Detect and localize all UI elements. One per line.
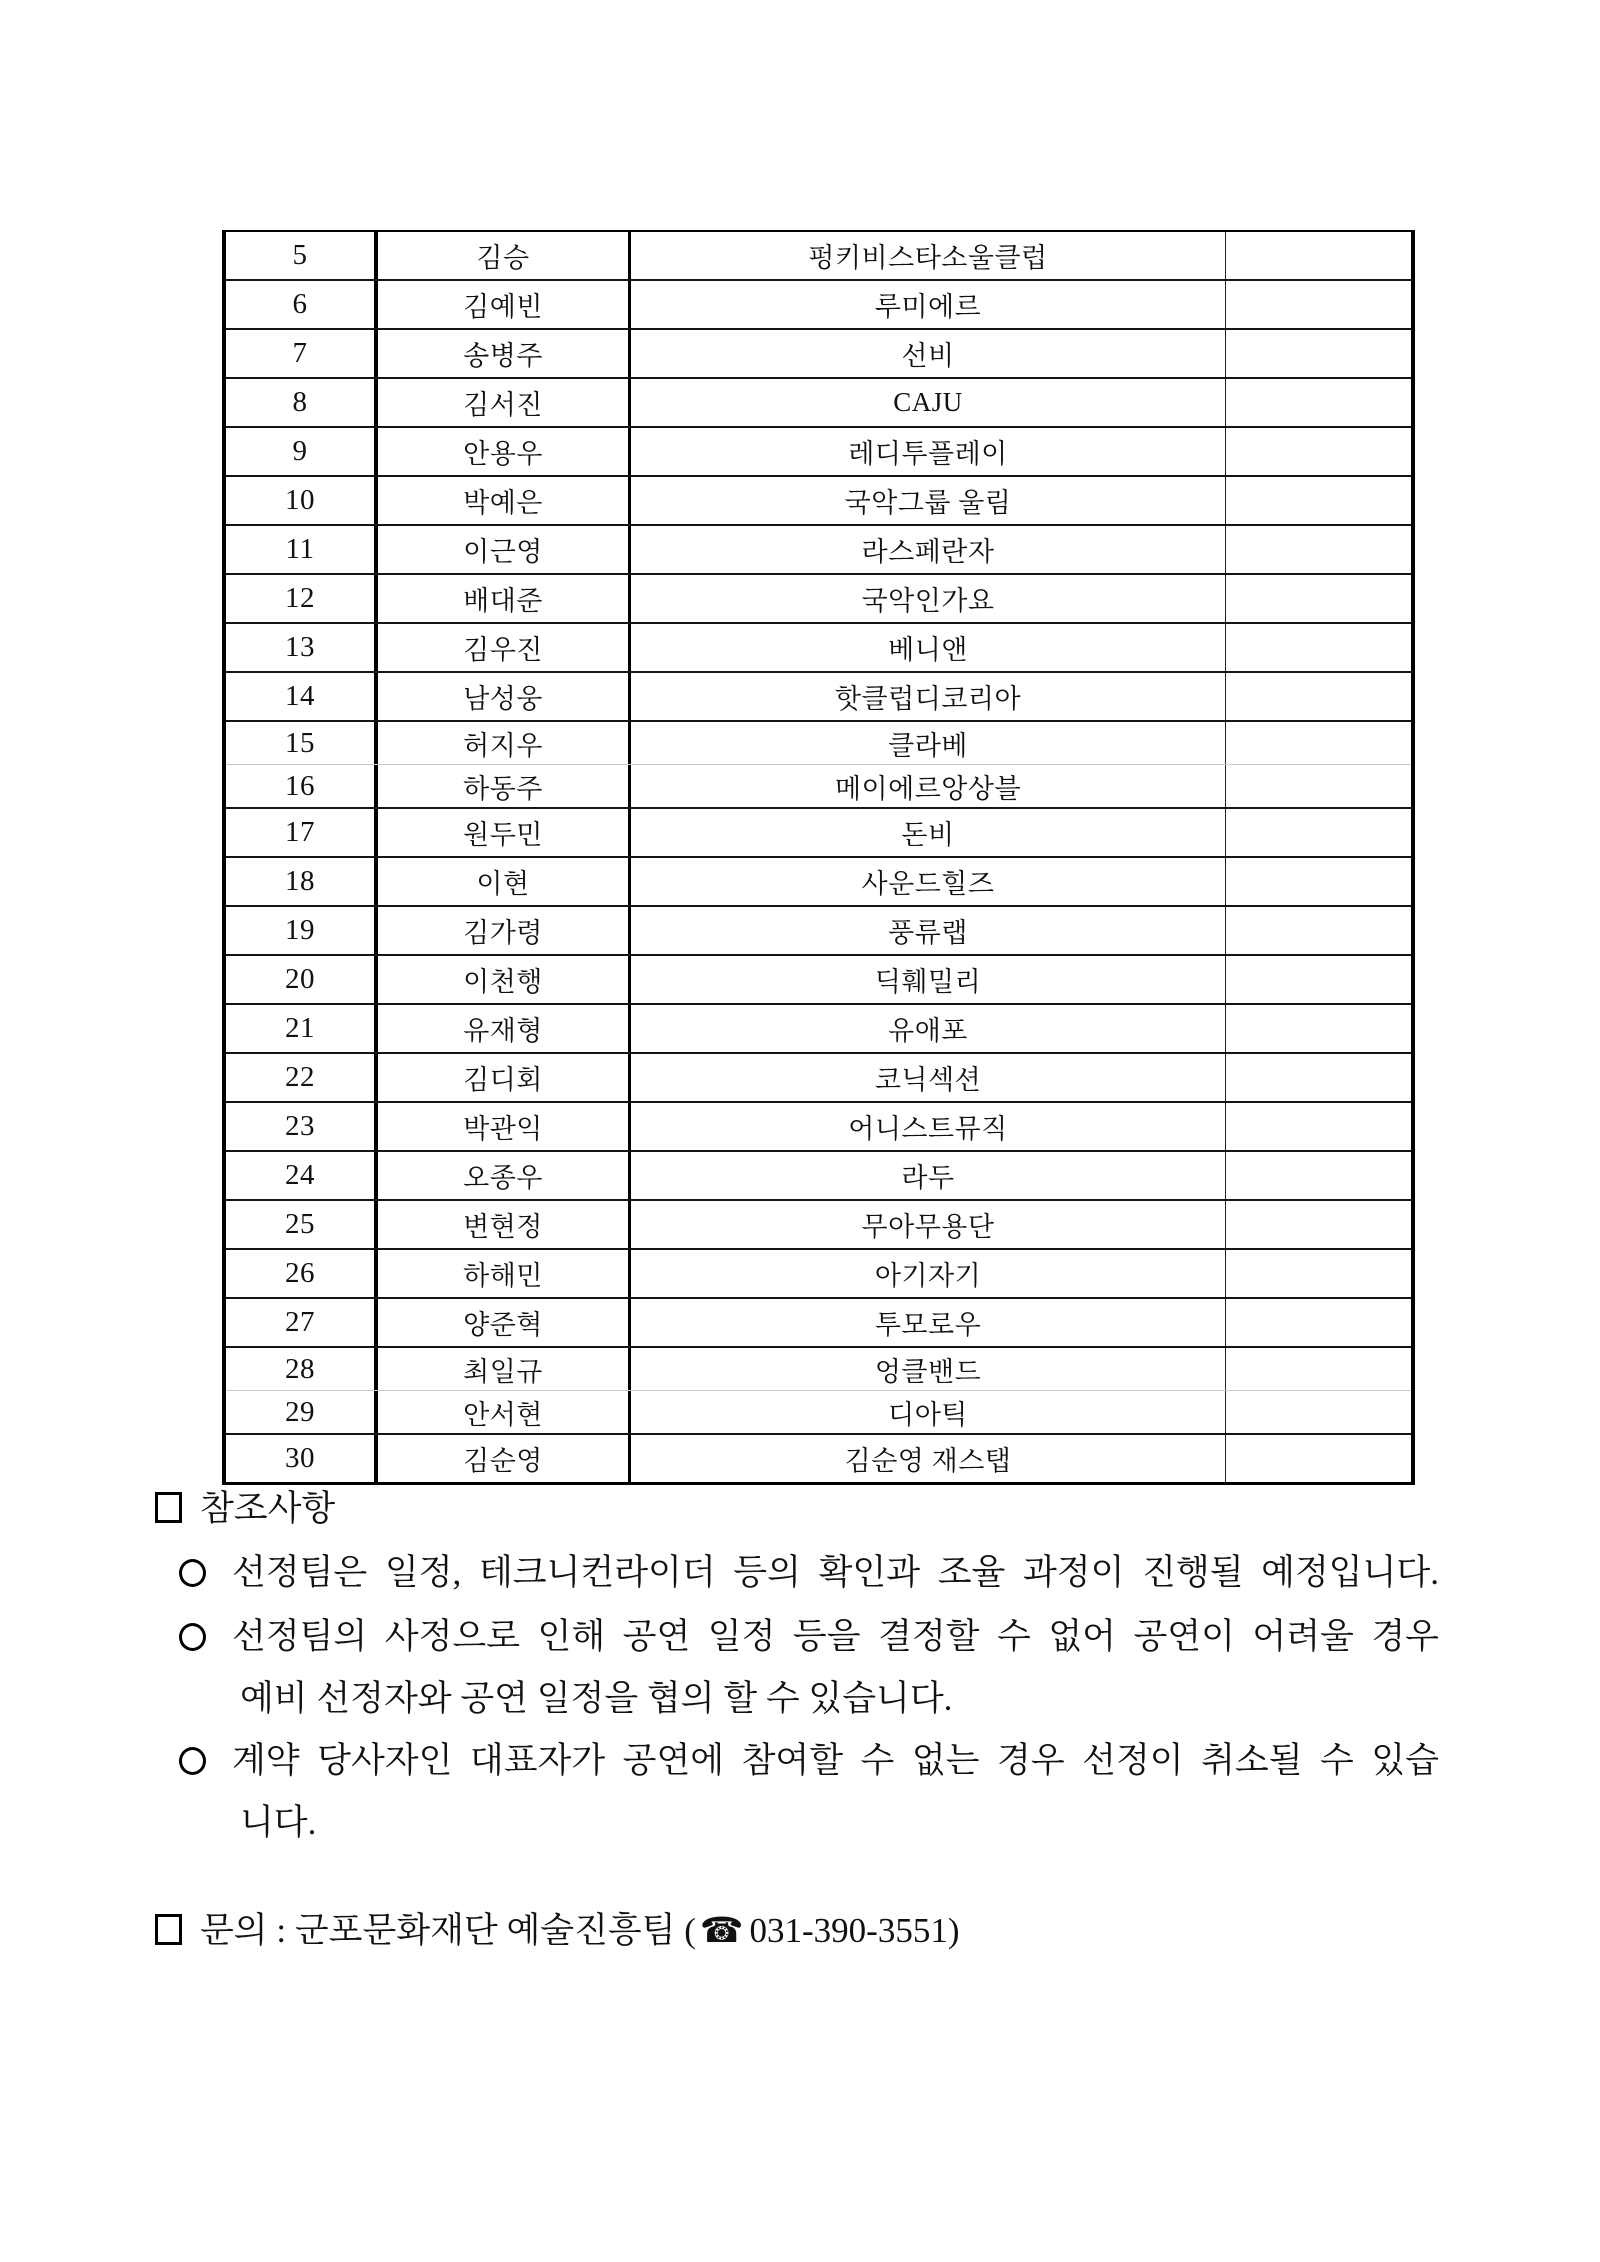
note-cell [1226, 330, 1411, 377]
name-cell: 유재형 [378, 1005, 631, 1052]
name-cell: 남성웅 [378, 673, 631, 720]
note-text: 선정팀은 일정, 테크니컨라이더 등의 확인과 조율 과정이 진행될 예정입니다. [232, 1553, 1439, 1592]
row-number-cell: 13 [226, 624, 378, 671]
name-cell: 하동주 [378, 765, 631, 807]
team-cell: 레디투플레이 [631, 428, 1226, 475]
table-row [226, 575, 1411, 624]
note-cell [1226, 477, 1411, 524]
notes-section-title-line [155, 1488, 335, 1530]
row-number-cell: 9 [226, 428, 378, 475]
team-cell: 유애포 [631, 1005, 1226, 1052]
table-row [226, 1348, 1411, 1391]
row-number-cell: 11 [226, 526, 378, 573]
row-number-cell: 25 [226, 1201, 378, 1248]
name-cell: 이천행 [378, 956, 631, 1003]
team-cell: 선비 [631, 330, 1226, 377]
row-number-cell: 22 [226, 1054, 378, 1101]
name-cell: 안서현 [378, 1391, 631, 1433]
note-cell [1226, 575, 1411, 622]
note-item-continuation [240, 1802, 1447, 1844]
team-cell: 루미에르 [631, 281, 1226, 328]
name-cell: 박관익 [378, 1103, 631, 1150]
name-cell: 원두민 [378, 809, 631, 856]
note-cell [1226, 956, 1411, 1003]
row-number-cell: 27 [226, 1299, 378, 1346]
row-number-cell: 18 [226, 858, 378, 905]
name-cell: 김예빈 [378, 281, 631, 328]
note-cell [1226, 1103, 1411, 1150]
square-bullet-icon [155, 1914, 182, 1945]
note-cell [1226, 907, 1411, 954]
name-cell: 김승 [378, 232, 631, 279]
table-row [226, 526, 1411, 575]
name-cell: 김우진 [378, 624, 631, 671]
team-cell: 딕훼밀리 [631, 956, 1226, 1003]
table-row [226, 809, 1411, 858]
name-cell: 변현정 [378, 1201, 631, 1248]
circle-bullet-icon [179, 1747, 206, 1775]
team-cell: 디아틱 [631, 1391, 1226, 1433]
team-cell: CAJU [631, 379, 1226, 426]
note-cell [1226, 428, 1411, 475]
note-cell [1226, 624, 1411, 671]
table-row [226, 907, 1411, 956]
name-cell: 오종우 [378, 1152, 631, 1199]
note-cell [1226, 1250, 1411, 1297]
circle-bullet-icon [179, 1623, 206, 1651]
inquiry-line [155, 1910, 960, 1952]
inquiry-text [200, 1910, 960, 1952]
table-row [226, 1435, 1411, 1482]
table-row [226, 1299, 1411, 1348]
team-cell: 엉클밴드 [631, 1348, 1226, 1390]
telephone-icon: ☎ [699, 1911, 744, 1950]
row-number-cell: 16 [226, 765, 378, 807]
table-row [226, 1391, 1411, 1435]
name-cell: 박예은 [378, 477, 631, 524]
note-cell [1226, 1005, 1411, 1052]
name-cell: 허지우 [378, 722, 631, 764]
row-number-cell: 26 [226, 1250, 378, 1297]
table-row [226, 477, 1411, 526]
row-number-cell: 19 [226, 907, 378, 954]
team-cell: 무아무용단 [631, 1201, 1226, 1248]
team-cell: 라스페란자 [631, 526, 1226, 573]
note-text: 계약 당사자인 대표자가 공연에 참여할 수 없는 경우 선정이 취소될 수 있습 [232, 1741, 1439, 1780]
note-cell [1226, 1391, 1411, 1433]
note-cell [1226, 232, 1411, 279]
team-cell: 라두 [631, 1152, 1226, 1199]
note-cell [1226, 673, 1411, 720]
note-cell [1226, 1054, 1411, 1101]
inquiry-phone-number: 031-390-3551) [749, 1911, 960, 1950]
note-text: 니다. [240, 1803, 317, 1842]
note-item-continuation [240, 1678, 1447, 1720]
row-number-cell: 5 [226, 232, 378, 279]
note-cell [1226, 379, 1411, 426]
table-row [226, 1103, 1411, 1152]
name-cell: 하해민 [378, 1250, 631, 1297]
inquiry-prefix: 문의 : 군포문화재단 예술진흥팀 ( [200, 1911, 696, 1950]
table-row [226, 858, 1411, 907]
row-number-cell: 14 [226, 673, 378, 720]
note-cell [1226, 765, 1411, 807]
note-item [179, 1616, 1439, 1658]
row-number-cell: 30 [226, 1435, 378, 1482]
table-row [226, 624, 1411, 673]
table-row [226, 379, 1411, 428]
note-text: 선정팀의 사정으로 인해 공연 일정 등을 결정할 수 없어 공연이 어려울 경우 [232, 1617, 1439, 1656]
name-cell: 김가령 [378, 907, 631, 954]
team-cell: 메이에르앙상블 [631, 765, 1226, 807]
name-cell: 이현 [378, 858, 631, 905]
square-bullet-icon [155, 1492, 182, 1523]
team-cell: 어니스트뮤직 [631, 1103, 1226, 1150]
row-number-cell: 7 [226, 330, 378, 377]
table-row [226, 1201, 1411, 1250]
row-number-cell: 15 [226, 722, 378, 764]
team-cell: 코닉섹션 [631, 1054, 1226, 1101]
note-cell [1226, 1201, 1411, 1248]
row-number-cell: 6 [226, 281, 378, 328]
team-cell: 투모로우 [631, 1299, 1226, 1346]
note-cell [1226, 809, 1411, 856]
row-number-cell: 23 [226, 1103, 378, 1150]
team-cell: 사운드힐즈 [631, 858, 1226, 905]
table-row [226, 1152, 1411, 1201]
selected-teams-table [222, 230, 1415, 1485]
table-row [226, 232, 1411, 281]
team-cell: 풍류랩 [631, 907, 1226, 954]
table-row [226, 956, 1411, 1005]
note-cell [1226, 1299, 1411, 1346]
team-cell: 돈비 [631, 809, 1226, 856]
note-item [179, 1740, 1439, 1782]
row-number-cell: 12 [226, 575, 378, 622]
note-cell [1226, 1348, 1411, 1390]
circle-bullet-icon [179, 1559, 206, 1587]
note-cell [1226, 281, 1411, 328]
table-row [226, 1054, 1411, 1103]
table-row [226, 330, 1411, 379]
row-number-cell: 10 [226, 477, 378, 524]
row-number-cell: 17 [226, 809, 378, 856]
name-cell: 김서진 [378, 379, 631, 426]
note-item [179, 1552, 1439, 1594]
row-number-cell: 21 [226, 1005, 378, 1052]
table-row [226, 765, 1411, 809]
team-cell: 펑키비스타소울클럽 [631, 232, 1226, 279]
note-text: 예비 선정자와 공연 일정을 협의 할 수 있습니다. [240, 1679, 953, 1718]
row-number-cell: 29 [226, 1391, 378, 1433]
name-cell: 김디회 [378, 1054, 631, 1101]
name-cell: 최일규 [378, 1348, 631, 1390]
team-cell: 클라베 [631, 722, 1226, 764]
team-cell: 베니앤 [631, 624, 1226, 671]
name-cell: 양준혁 [378, 1299, 631, 1346]
row-number-cell: 24 [226, 1152, 378, 1199]
note-cell [1226, 1152, 1411, 1199]
table-row [226, 428, 1411, 477]
notes-section-title: 참조사항 [200, 1489, 336, 1528]
team-cell: 국악그룹 울림 [631, 477, 1226, 524]
table-row [226, 722, 1411, 765]
row-number-cell: 8 [226, 379, 378, 426]
name-cell: 김순영 [378, 1435, 631, 1482]
name-cell: 안용우 [378, 428, 631, 475]
table-row [226, 1250, 1411, 1299]
table-row [226, 1005, 1411, 1054]
team-cell: 김순영 재스탭 [631, 1435, 1226, 1482]
note-cell [1226, 722, 1411, 764]
table-row [226, 281, 1411, 330]
team-cell: 국악인가요 [631, 575, 1226, 622]
team-cell: 핫클럽디코리아 [631, 673, 1226, 720]
note-cell [1226, 858, 1411, 905]
note-cell [1226, 1435, 1411, 1482]
row-number-cell: 28 [226, 1348, 378, 1390]
name-cell: 송병주 [378, 330, 631, 377]
table-row [226, 673, 1411, 722]
team-cell: 아기자기 [631, 1250, 1226, 1297]
name-cell: 이근영 [378, 526, 631, 573]
name-cell: 배대준 [378, 575, 631, 622]
row-number-cell: 20 [226, 956, 378, 1003]
note-cell [1226, 526, 1411, 573]
